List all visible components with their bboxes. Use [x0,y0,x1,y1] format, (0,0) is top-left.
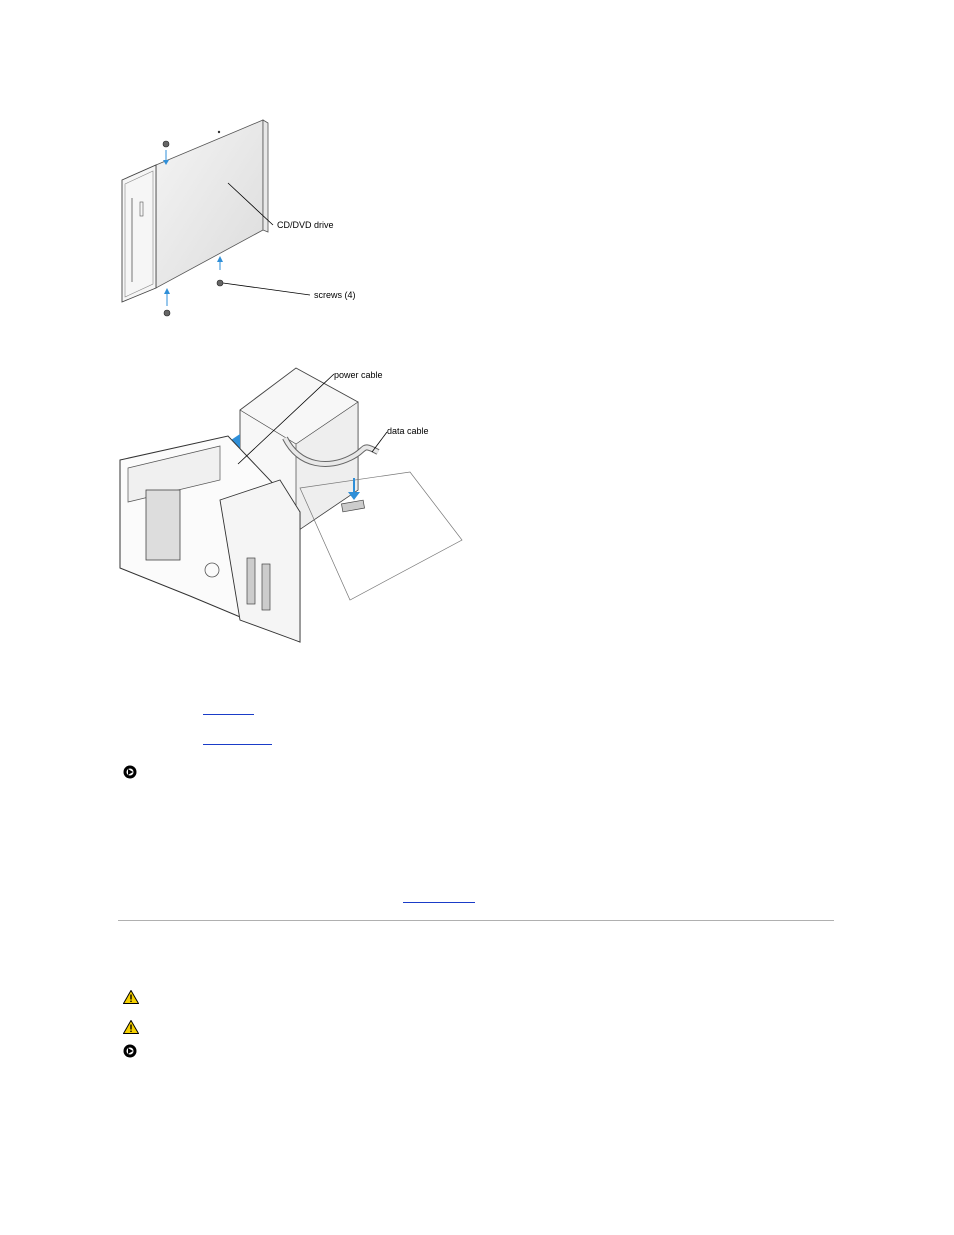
figure-cd-dvd-drive-screws [110,110,370,330]
notice-icon [123,1044,137,1058]
caution-icon [123,990,139,1004]
link-underline-1[interactable] [203,714,254,715]
callout-screws: screws (4) [314,290,356,300]
link-underline-3[interactable] [403,902,475,903]
callout-power-cable: power cable [334,370,383,380]
notice-icon [123,765,137,779]
callout-data-cable: data cable [387,426,429,436]
figure-drive-cable-connection [110,360,480,660]
link-underline-2[interactable] [203,744,272,745]
caution-icon [123,1020,139,1034]
callout-cd-dvd-drive: CD/DVD drive [277,220,334,230]
section-divider [118,920,834,921]
chassis-cable-illustration [110,360,480,660]
